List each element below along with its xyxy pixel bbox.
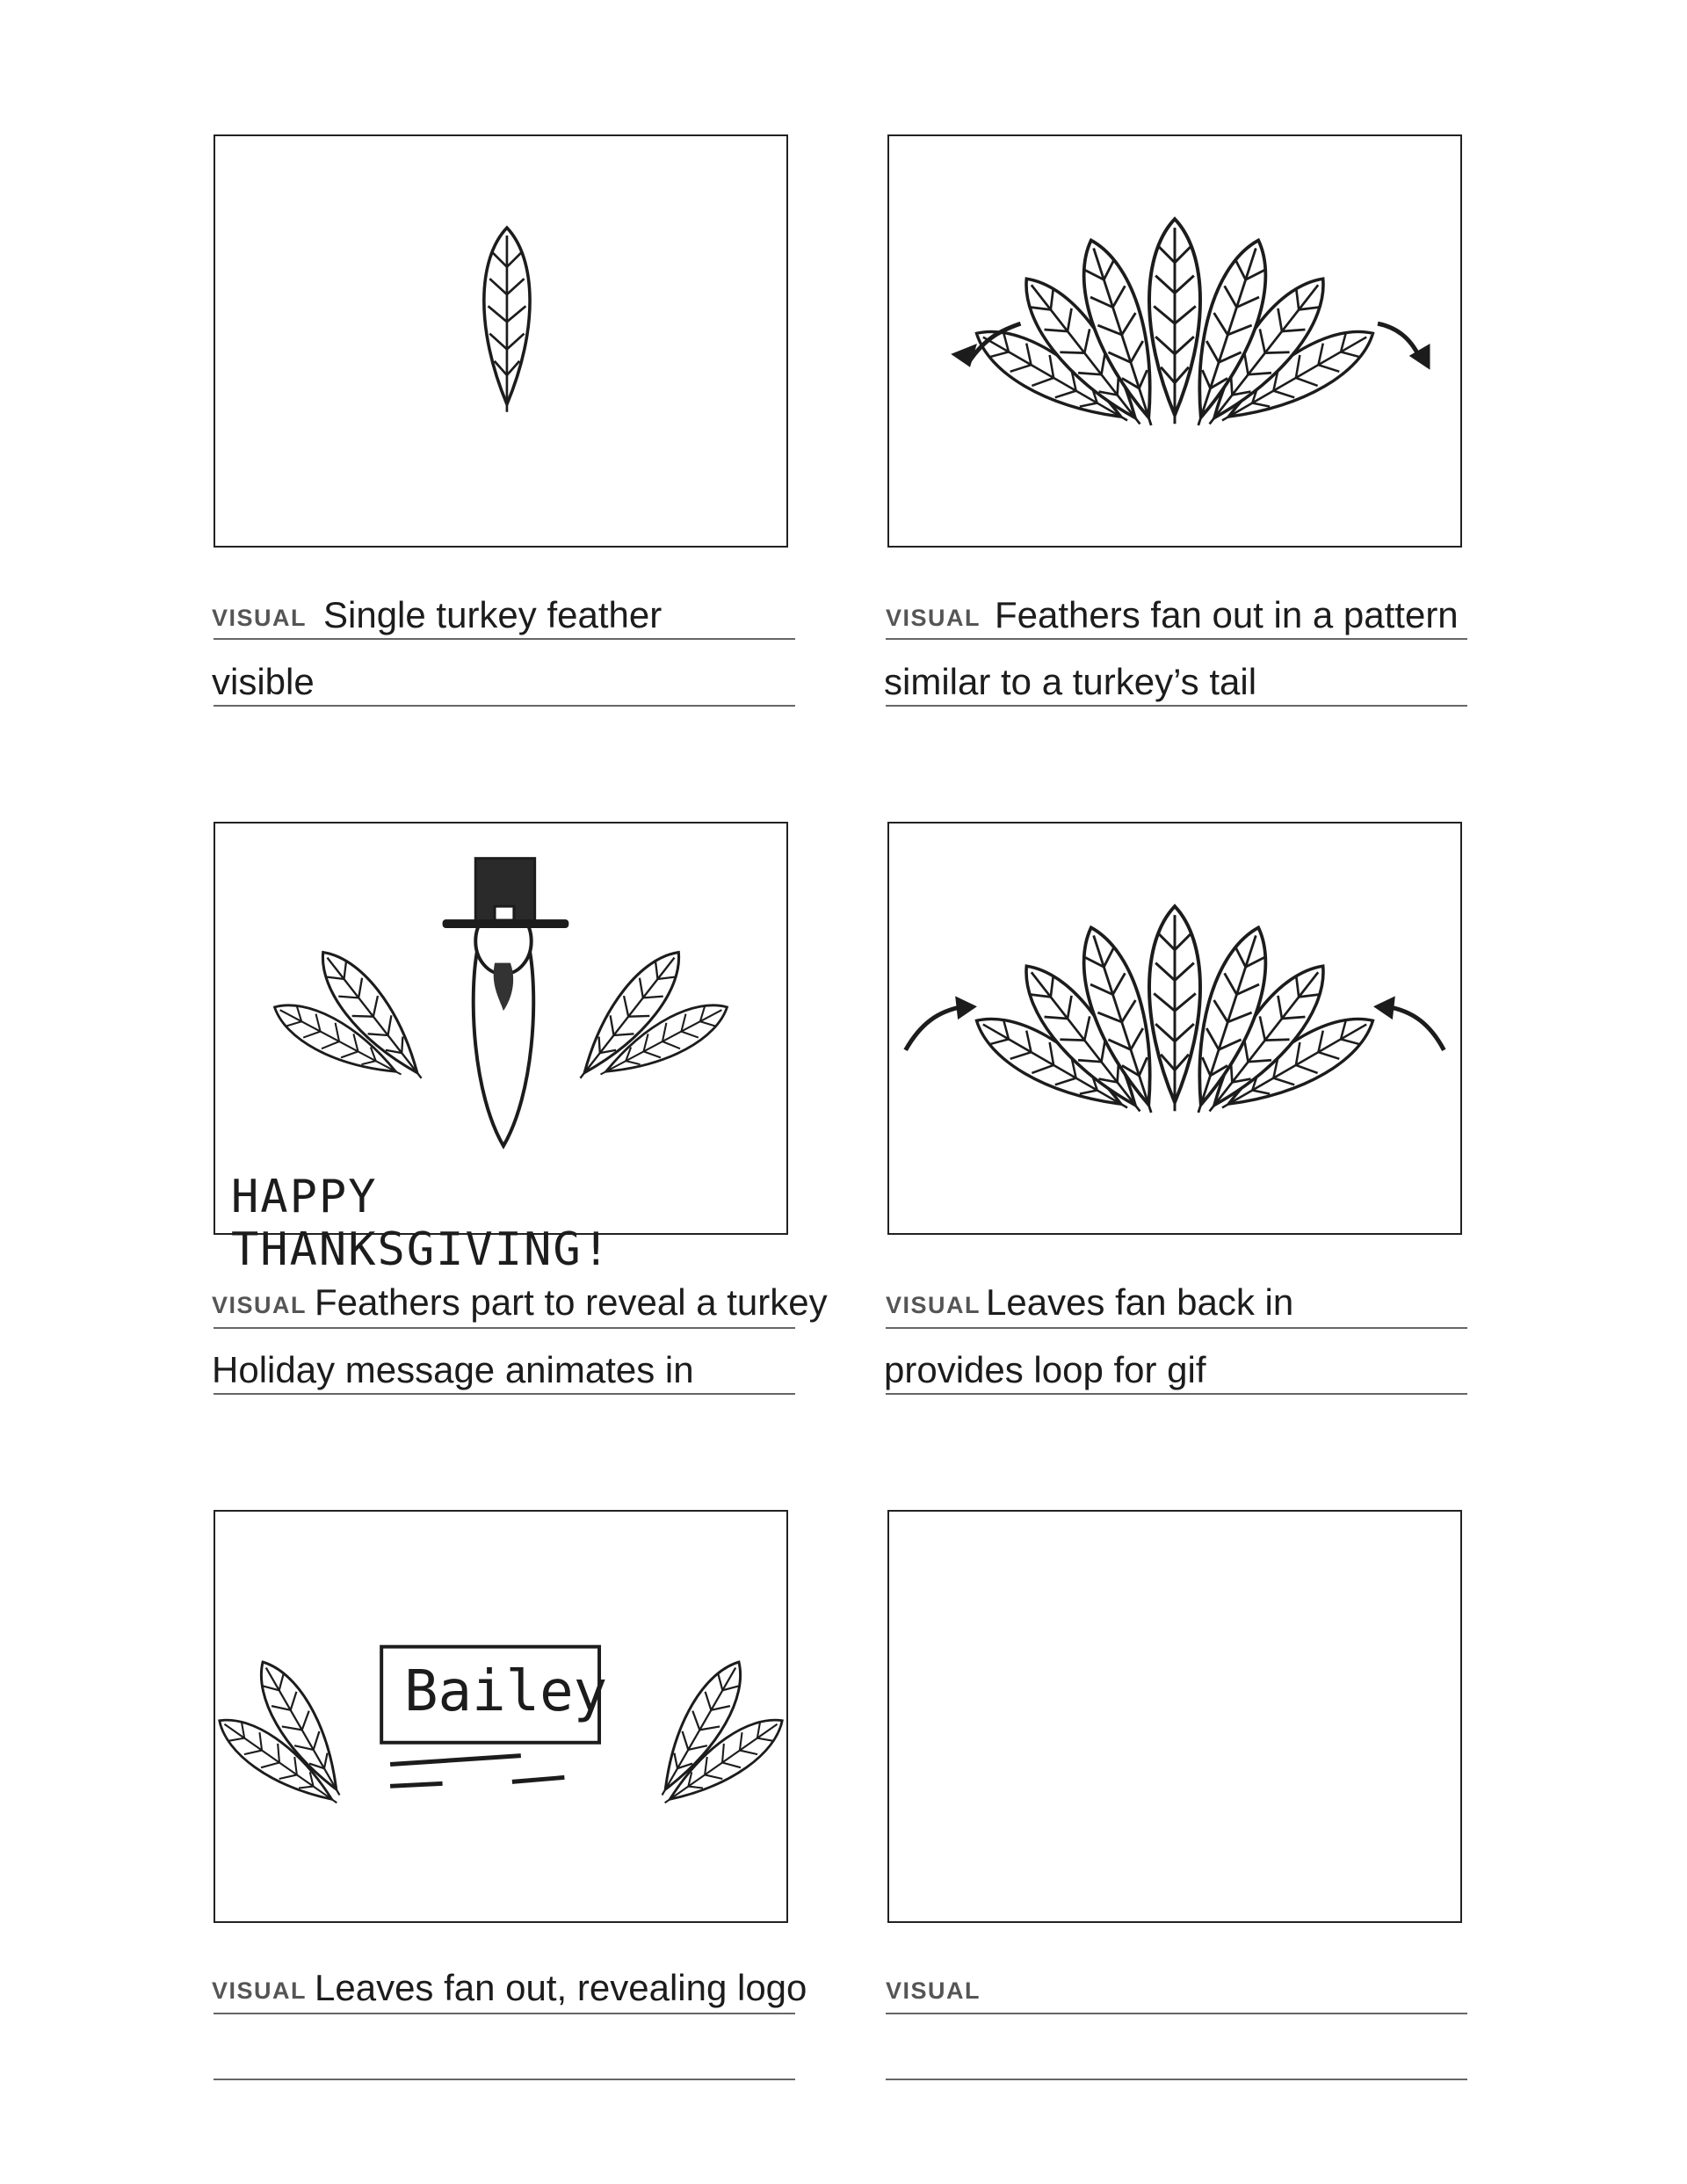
panel-3-frame [214,822,788,1276]
panel-6-rule-2 [886,2079,1467,2080]
panel-3-rule-1 [214,1327,795,1329]
fanned-in-feathers-sketch [889,824,1460,1233]
panel-4-label: VISUAL [886,1292,981,1318]
holiday-message: HAPPY THANKSGIVING! [231,1171,612,1276]
panel-1-rule-2 [214,705,795,707]
panel-3-line1: Feathers part to reveal a turkey [315,1281,828,1323]
panel-5-frame [214,1510,788,1923]
panel-4-rule-1 [886,1327,1467,1329]
panel-3-label: VISUAL [212,1292,308,1318]
panel-6-rule-1 [886,2013,1467,2014]
panel-1-frame [214,134,788,548]
panel-5-line1: Leaves fan out, revealing logo [315,1967,807,2008]
arrow-in-left-icon [906,1006,964,1050]
panel-4-line1: Leaves fan back in [986,1281,1294,1323]
panel-2-rule-1 [886,638,1467,640]
panel-5-rule-1 [214,2013,795,2014]
panel-2-rule-2 [886,705,1467,707]
panel-3-rule-2 [214,1393,795,1395]
panel-2-line1: Feathers fan out in a pattern [995,594,1459,635]
panel-5-rule-2 [214,2079,795,2080]
panel-2-line2: similar to a turkey’s tail [884,661,1257,702]
panel-4-line2: provides loop for gif [884,1349,1206,1390]
single-feather-sketch [215,136,786,546]
panel-4-frame [887,822,1462,1235]
panel-2-label: VISUAL [886,605,981,631]
panel-1-line2: visible [212,661,315,702]
arrow-in-right-icon [1387,1006,1444,1050]
panel-4-rule-2 [886,1393,1467,1395]
logo-text: Bailey [404,1659,608,1724]
panel-5-label: VISUAL [212,1977,308,2004]
panel-1-rule-1 [214,638,795,640]
panel-2-frame [887,134,1462,548]
fanned-feathers-sketch [889,136,1460,546]
panel-6-frame [887,1510,1462,1923]
panel-1-line1: Single turkey feather [323,594,662,635]
panel-6-label: VISUAL [886,1977,981,2004]
panel-3-line2: Holiday message animates in [212,1349,694,1390]
panel-1-label: VISUAL [212,605,308,631]
